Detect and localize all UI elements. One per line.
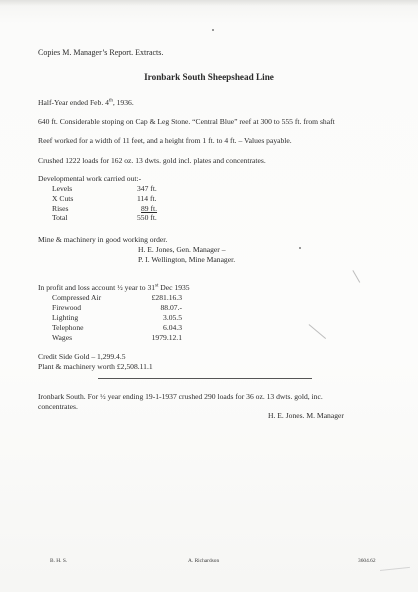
dev-row-value: 114 ft.	[137, 194, 157, 203]
pl-row-label: Firewood	[52, 303, 82, 312]
pl-row-value: 3.05.5	[163, 313, 182, 322]
pl-row-value: 88.07.-	[160, 303, 182, 312]
scan-mark	[353, 270, 361, 282]
ironbark-line-2: concentrates.	[38, 402, 78, 411]
ironbark-line-1: Ironbark South. For ½ year ending 19-1-1937 crushed 290 loads for 36 oz. 13 dwts. gold, inc.	[38, 392, 323, 401]
pl-row-label: Telephone	[52, 323, 84, 332]
reef-line: Reef worked for a width of 11 feet, and a height from 1 ft. to 4 ft. – Values payable.	[38, 136, 292, 145]
footer-right: 3604.62	[358, 558, 376, 564]
plant-machinery-line: Plant & machinery worth £2,508.11.1	[38, 362, 153, 371]
scan-mark	[380, 567, 410, 571]
dev-row-label: X Cuts	[52, 194, 74, 203]
crushed-line: Crushed 1222 loads for 162 oz. 13 dwts. gold incl. plates and concentrates.	[38, 156, 266, 165]
machinery-line: Mine & machinery in good working order.	[38, 235, 168, 244]
dev-row-value: 347 ft.	[137, 184, 157, 193]
pl-row-value: 6.04.3	[163, 323, 182, 332]
copies-line: Copies M. Manager’s Report. Extracts.	[38, 48, 164, 57]
half-year-text: Half-Year ended Feb. 4	[38, 98, 109, 107]
signature-m-manager: H. E. Jones. M. Manager	[268, 411, 344, 420]
pl-row-label: Lighting	[52, 313, 79, 322]
signature-mine-manager: P. I. Wellington, Mine Manager.	[138, 255, 236, 264]
scan-edge-shadow	[0, 0, 418, 6]
scan-mark	[309, 324, 326, 339]
footer-left: B. H. S.	[50, 558, 68, 564]
profit-loss-sup: st	[155, 283, 159, 289]
dev-row-label: Rises	[52, 204, 69, 213]
scan-speck	[299, 247, 301, 249]
half-year-suffix: , 1936.	[112, 98, 134, 107]
dev-row-label: Total	[52, 213, 68, 222]
credit-gold-line: Credit Side Gold – 1,299.4.5	[38, 352, 126, 361]
report-title: Ironbark South Sheepshead Line	[144, 72, 274, 82]
stoping-line: 640 ft. Considerable stoping on Cap & Leg Stone. “Central Blue” reef at 300 to 555 ft. from shaft	[38, 117, 335, 126]
signature-gen-manager: H. E. Jones, Gen. Manager –	[138, 245, 226, 254]
dev-row-label: Levels	[52, 184, 73, 193]
divider-rule	[98, 378, 312, 379]
profit-loss-text: In profit and loss account ½ year to 31	[38, 283, 156, 292]
dev-row-value: 89 ft.	[141, 204, 158, 213]
developmental-heading: Developmental work carried out:-	[38, 174, 142, 183]
dev-row-value: 550 ft.	[137, 213, 157, 222]
scan-speck	[212, 29, 214, 31]
half-year-line	[38, 98, 134, 107]
profit-loss-heading	[38, 283, 190, 292]
pl-row-label: Compressed Air	[52, 293, 102, 302]
footer-center: A. Richardson	[188, 558, 220, 564]
profit-loss-suffix: Dec 1935	[158, 283, 190, 292]
half-year-sup: th	[108, 98, 113, 104]
pl-row-value: £281.16.3	[151, 293, 182, 302]
pl-row-value: 1979.12.1	[151, 333, 182, 342]
pl-row-label: Wages	[52, 333, 73, 342]
